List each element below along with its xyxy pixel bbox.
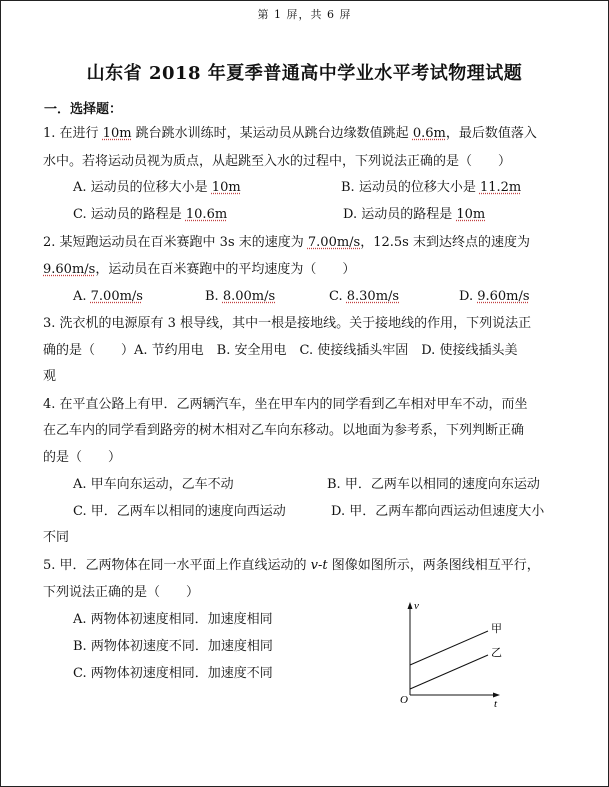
q4-option-c: C. 甲．乙两车以相同的速度向西运动 (73, 504, 286, 519)
q4-option-d-continuation: 不同 (43, 530, 70, 545)
q4-line-1: 4. 在平直公路上有甲．乙两辆汽车，坐在甲车内的同学看到乙车相对甲车不动，而坐 (43, 397, 528, 412)
q1-stem-line-2: 水中。若将运动员视为质点，从起跳至入水的过程中，下列说法正确的是（ ） (43, 154, 512, 169)
q4-option-a: A. 甲车向东运动，乙车不动 (73, 477, 234, 492)
exam-title: 山东省 2018 年夏季普通高中学业水平考试物理试题 (86, 63, 523, 84)
q4-option-d: D. 甲．乙两车都向西运动但速度大小 (331, 504, 545, 519)
origin-label: O (400, 694, 408, 706)
vt-graph-figure (396, 599, 508, 711)
line-yi-label: 乙 (491, 646, 502, 659)
q4-option-b: B. 甲．乙两车以相同的速度向东运动 (327, 477, 540, 492)
q5-line-1: 5. 甲．乙两物体在同一水平面上作直线运动的 v-t 图像如图所示，两条图线相互平行， (43, 558, 540, 573)
q5-line-2: 下列说法正确的是（ ） (43, 585, 200, 600)
line-jia-label: 甲 (491, 622, 502, 635)
q5-option-c: C. 两物体初速度相同．加速度不同 (73, 666, 273, 681)
q1-stem-line-1: 1. 在进行 10m 跳台跳水训练时，某运动员从跳台边缘数值跳起 0.6m，最后数值落入 (43, 126, 537, 141)
section-heading: 一．选择题： (44, 102, 123, 117)
q3-line-3: 观 (43, 369, 57, 384)
q1-option-a: A. 运动员的位移大小是 10m (73, 180, 241, 195)
q4-line-3: 的是（ ） (43, 450, 122, 465)
q1-option-d: D. 运动员的路程是 10m (343, 207, 486, 222)
page-counter: 第 1 屏，共 6 屏 (257, 8, 352, 21)
q2-option-b: B. 8.00m/s (205, 289, 276, 304)
t-axis-label: t (494, 698, 498, 710)
q2-option-a: A. 7.00m/s (73, 289, 143, 304)
q5-option-a: A. 两物体初速度相同．加速度相同 (73, 612, 273, 627)
q2-stem-line-2: 9.60m/s，运动员在百米赛跑中的平均速度为（ ） (43, 262, 356, 277)
t-axis-arrow (493, 693, 500, 698)
q4-line-2: 在乙车内的同学看到路旁的树木相对乙车向东移动。以地面为参考系，下列判断正确 (43, 423, 525, 438)
v-axis-label: v (414, 600, 419, 612)
q3-line-1: 3. 洗衣机的电源原有 3 根导线，其中一根是接地线。关于接地线的作用，下列说法正 (43, 316, 532, 331)
q2-option-d: D. 9.60m/s (459, 289, 530, 304)
q2-stem-line-1: 2. 某短跑运动员在百米赛跑中 3s 末的速度为 7.00m/s，12.5s 末到达终点的速度为 (43, 235, 530, 250)
q3-line-2: 确的是（ ）A. 节约用电 B. 安全用电 C. 使接线插头牢固 D. 使接线插头美 (43, 343, 518, 358)
q5-option-b: B. 两物体初速度不同．加速度相同 (73, 639, 273, 654)
q2-option-c: C. 8.30m/s (329, 289, 400, 304)
q1-option-c: C. 运动员的路程是 10.6m (73, 207, 228, 222)
q1-option-b: B. 运动员的位移大小是 11.2m (341, 180, 522, 195)
v-axis-arrow (408, 602, 413, 609)
